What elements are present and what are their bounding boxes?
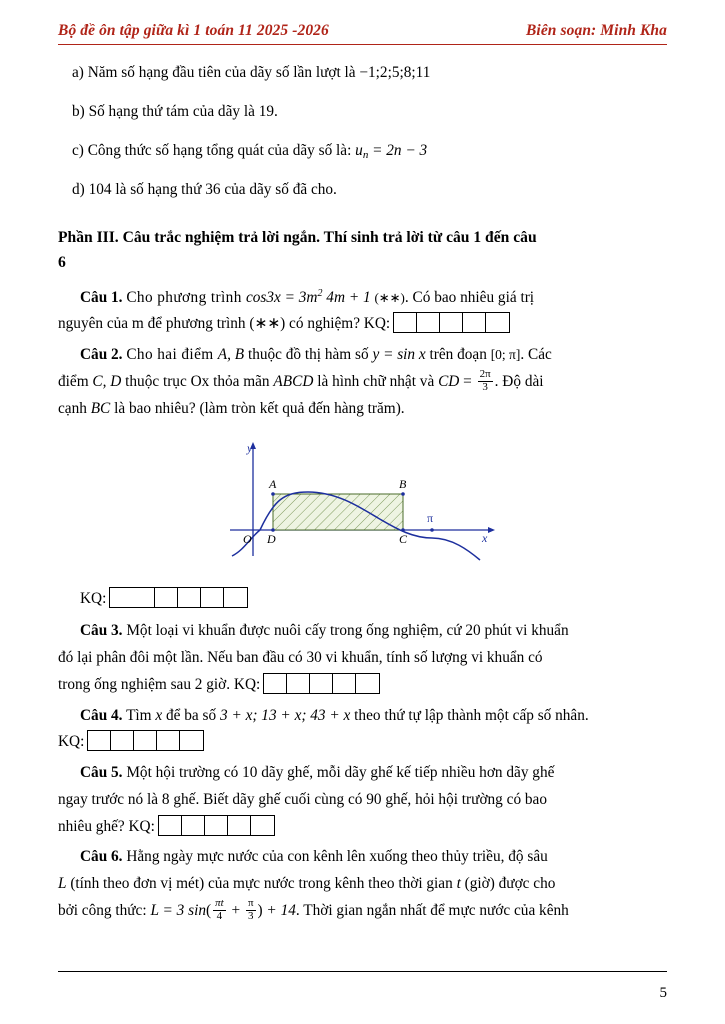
sine-curve-diagram (218, 438, 508, 568)
question-2-line2-c: là hình chữ nhật và (313, 373, 439, 390)
question-2-equals: = (459, 373, 476, 390)
question-1-math-exponent: 2 (317, 287, 323, 299)
question-6-plus: + (227, 901, 244, 919)
statement-c-formula-u: u (355, 141, 363, 159)
question-6 (58, 845, 667, 870)
label-o: O (242, 531, 252, 546)
section-heading (58, 225, 667, 276)
question-3-line2: đó lại phân đôi một lần. Nếu ban đầu có 30 vi khuẩn, tính số lượng vi khuẩn có (58, 649, 543, 667)
question-6-fraction-1 (213, 898, 226, 922)
question-2-kq-label: KQ: (80, 589, 107, 607)
footer-divider (58, 971, 667, 972)
question-3-answer-boxes[interactable] (263, 673, 380, 694)
question-4-sequence: 3 + x; 13 + x; 43 + x (219, 706, 351, 724)
question-6-paren-open: ( (205, 901, 212, 919)
label-d: D (266, 531, 276, 546)
question-2-answer-line (58, 587, 667, 612)
rectangle-abcd (273, 494, 403, 530)
question-4-text-b: để ba số (162, 706, 220, 724)
header-divider (58, 44, 667, 45)
question-1-line2 (58, 312, 667, 337)
question-3-line3-text: trong ống nghiệm sau 2 giờ. KQ: (58, 675, 261, 693)
question-3-line1: Một loại vi khuẩn được nuôi cấy trong ống nghiệm, cứ 20 phút vi khuẩn (126, 622, 569, 640)
question-2-fraction-denominator: 3 (478, 381, 493, 394)
question-6-fraction-1-denominator: 4 (213, 910, 226, 923)
question-2-line3-b: là bao nhiêu? (làm tròn kết quả đến hàng trăm). (110, 399, 405, 417)
question-2-label: Câu 2. (80, 346, 123, 364)
question-1-text-b: . Có bao nhiêu giá trị (404, 288, 535, 306)
question-6-line2 (58, 872, 667, 897)
question-2-function: y = sin x (372, 346, 426, 364)
question-4-label: Câu 4. (80, 706, 123, 724)
question-6-line3-a: bởi công thức: (58, 901, 151, 919)
question-2-points-ab: A, B (217, 346, 245, 364)
header-right-text: Biên soạn: Minh Kha (525, 22, 667, 39)
question-6-line3 (58, 899, 667, 924)
question-2-line3 (58, 397, 667, 422)
question-6-formula-tail: + 14 (262, 901, 296, 919)
question-6-line2-b: (tính theo đơn vị mét) của mực nước trong kênh theo thời gian (66, 875, 457, 893)
header-left-text: Bộ đề ôn tập giữa kì 1 toán 11 2025 -2026 (58, 22, 329, 39)
page-number: 5 (659, 985, 667, 1001)
question-3-line3 (58, 673, 667, 698)
question-6-fraction-2-numerator: π (247, 897, 254, 910)
question-2-fraction (478, 369, 493, 393)
question-5-line1: Một hội trường có 10 dãy ghế, mỗi dãy ghế kế tiếp nhiều hơn dãy ghế (126, 764, 555, 782)
question-6-depth-symbol: L (58, 875, 67, 893)
question-5-label: Câu 5. (80, 764, 123, 782)
question-6-time-symbol: t (456, 875, 461, 893)
point-a-marker (271, 492, 275, 496)
question-4-text-a: Tìm (126, 706, 156, 724)
question-1 (58, 286, 667, 311)
question-1-answer-boxes[interactable] (393, 312, 510, 333)
page-header (58, 22, 667, 44)
question-2-line2-a: điểm (58, 373, 93, 390)
x-axis-label: x (481, 530, 487, 545)
section-heading-line2: 6 (58, 254, 66, 272)
question-5-line3-text: nhiêu ghế? KQ: (58, 817, 155, 835)
question-6-fraction-2-denominator: 3 (246, 910, 256, 923)
question-6-line3-b: . Thời gian ngắn nhất để mực nước của kênh (295, 901, 569, 919)
question-2-line2 (58, 370, 667, 395)
label-b: B (398, 476, 406, 491)
statement-c-formula-sub: n (362, 148, 369, 161)
label-c: C (398, 531, 407, 546)
question-2-text-b: thuộc đồ thị hàm số (244, 346, 373, 364)
question-6-label: Câu 6. (80, 848, 123, 866)
question-5 (58, 761, 667, 786)
question-6-fraction-1-numerator: πt (215, 897, 224, 910)
question-4 (58, 704, 667, 729)
question-4-variable: x (155, 706, 163, 724)
question-2-segment-cd: CD (438, 373, 460, 390)
question-4-line2 (58, 730, 667, 755)
question-2-text-a: Cho hai điểm (126, 346, 218, 364)
question-2 (58, 343, 667, 368)
question-6-formula-head: L = 3 sin (150, 901, 206, 919)
x-axis-arrow (488, 527, 495, 533)
question-2-line2-d: . Độ dài (494, 373, 544, 390)
question-2-line3-a: cạnh (58, 399, 91, 417)
question-5-line3 (58, 815, 667, 840)
question-2-text-c: trên đoạn (425, 346, 491, 364)
question-3-label: Câu 3. (80, 622, 123, 640)
question-1-line2-text: nguyên của m để phương trình (∗∗) có nghiệm? KQ: (58, 315, 391, 333)
y-axis-label: y (246, 440, 252, 455)
question-4-answer-boxes[interactable] (87, 730, 204, 751)
point-b-marker (401, 492, 405, 496)
question-2-figure (58, 438, 667, 573)
question-2-segment-bc: BC (90, 399, 111, 417)
statement-c (58, 139, 667, 165)
label-pi: π (426, 510, 433, 525)
statement-a: a) Năm số hạng đầu tiên của dãy số lần lượt là −1;2;5;8;11 (72, 64, 431, 81)
statement-c-formula-rest: = 2n − 3 (368, 141, 428, 159)
question-1-text-a: Cho phương trình (126, 288, 246, 306)
question-5-line2: ngay trước nó là 8 ghế. Biết dãy ghế cuối cùng có 90 ghế, hỏi hội trường có bao (58, 790, 547, 808)
question-2-interval: [0; π] (490, 347, 521, 363)
point-pi-marker (430, 528, 434, 532)
question-6-paren-close: ) (257, 901, 263, 919)
statement-d: d) 104 là số hạng thứ 36 của dãy số đã cho. (72, 181, 337, 199)
question-6-fraction-2 (246, 898, 256, 922)
question-4-text-c: theo thứ tự lập thành một cấp số nhân. (350, 706, 589, 724)
question-2-fraction-numerator: 2π (479, 368, 491, 381)
statement-c-prefix: c) Công thức số hạng tổng quát của dãy số là: (72, 141, 356, 159)
label-a: A (268, 476, 276, 491)
question-1-star-marker: (∗∗) (374, 289, 405, 305)
section-heading-line1: Phần III. Câu trắc nghiệm trả lời ngắn. Thí sinh trả lời từ câu 1 đến câu (58, 229, 537, 247)
question-2-answer-boxes[interactable] (109, 587, 248, 608)
question-2-line2-b: thuộc trục Ox thỏa mãn (121, 373, 274, 390)
question-6-line1: Hằng ngày mực nước của con kênh lên xuống theo thủy triều, độ sâu (126, 848, 548, 866)
question-2-points-cd: C, D (92, 373, 122, 390)
question-1-math-a: cos3x = 3m (245, 288, 318, 306)
statement-b: b) Số hạng thứ tám của dãy là 19. (72, 102, 278, 120)
question-6-line2-c: (giờ) được cho (460, 875, 556, 893)
question-2-text-d: . Các (520, 346, 552, 364)
question-2-rect-abcd: ABCD (273, 373, 314, 390)
question-3 (58, 619, 667, 644)
question-5-answer-boxes[interactable] (158, 815, 275, 836)
question-1-label: Câu 1. (80, 288, 123, 306)
question-1-math-cont: 4m + 1 (322, 288, 375, 306)
question-4-kq-label: KQ: (58, 733, 85, 751)
